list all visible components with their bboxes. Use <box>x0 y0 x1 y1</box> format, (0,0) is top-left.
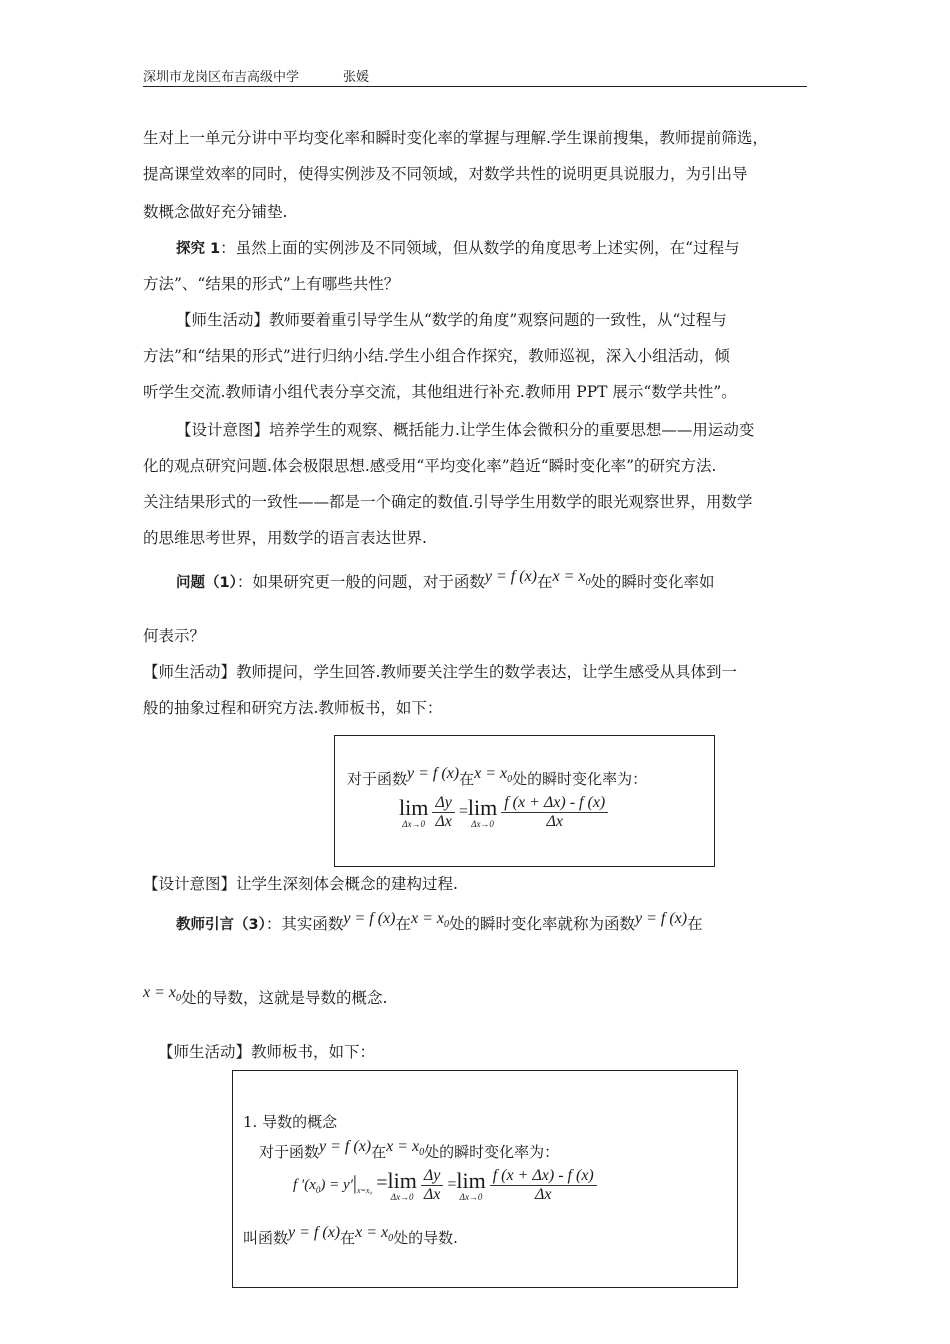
activity-text: 教师板书，如下： <box>251 1043 376 1061</box>
paragraph-line: 何表示？ <box>143 627 206 645</box>
header-author: 张媛 <box>343 70 370 85</box>
fraction-dy-dx: $\frac{\Delta y}{\Delta x}$ <box>421 1167 444 1204</box>
math-y-fx: y = f (x) <box>407 765 460 782</box>
limit-symbol: lim Δx→0 <box>456 1167 486 1202</box>
box2-tail: 处的瞬时变化率为： <box>424 1143 560 1161</box>
explore-1 <box>176 238 740 259</box>
math-x-x0: $x = x_0$ <box>355 1224 394 1245</box>
limit-symbol: lim Δx→0 <box>467 794 498 829</box>
math-y-fx: y = f (x) <box>319 1138 372 1155</box>
explore-text: ：虽然上面的实例涉及不同领域，但从数学的角度思考上述实例，在“过程与 <box>220 239 740 257</box>
fraction-difference: $\frac{f (x + \Delta x) - f (x)}{\Delta x}$ <box>490 1167 597 1204</box>
box1-mid: 在 <box>459 770 475 788</box>
box1-lead: 对于函数 <box>347 770 408 788</box>
question-text: 在 <box>536 573 553 591</box>
limit-symbol: lim Δx→0 <box>387 1167 417 1202</box>
activity-label: 【师生活动】 <box>143 663 237 681</box>
box2-mid: 在 <box>371 1143 387 1161</box>
paragraph-line: 生对上一单元分讲中平均变化率和瞬时变化率的掌握与理解.学生课前搜集，教师提前筛选， <box>143 129 768 147</box>
paragraph-line <box>143 984 388 1015</box>
box2-lead: 对于函数 <box>259 1143 320 1161</box>
paragraph-line <box>158 1042 375 1062</box>
formula-box-1 <box>334 735 715 867</box>
equals-sign: = <box>376 1172 388 1195</box>
intro-text: 处的瞬时变化率就称为函数 <box>448 915 635 933</box>
activity-text: 教师提问，学生回答.教师要关注学生的数学表达，让学生感受从具体到一 <box>236 663 737 681</box>
box2-called: 叫函数 <box>243 1229 289 1247</box>
box1-line <box>347 765 648 791</box>
box2-called-line <box>243 1224 458 1250</box>
explore-label: 探究 1 <box>176 241 221 257</box>
limit-symbol: lim Δx→0 <box>399 794 429 829</box>
paragraph-line: 方法”、“结果的形式”上有哪些共性？ <box>143 275 400 293</box>
box1-tail: 处的瞬时变化率为： <box>512 770 648 788</box>
paragraph-line: 【设计意图】培养学生的观察、概括能力.让学生体会微积分的重要思想——用运动变 <box>176 421 755 439</box>
math-x-x0: $x = x_0$ <box>474 765 513 786</box>
paragraph-line <box>143 662 737 682</box>
fraction-dy-dx: $\frac{\Delta y}{\Delta x}$ <box>432 794 455 831</box>
math-y-fx: y = f (x) <box>484 568 537 585</box>
activity-label: 【师生活动】 <box>158 1043 252 1061</box>
paragraph-line: 提高课堂效率的同时，使得实例涉及不同领域，对数学共性的说明更具说服力，为引出导 <box>143 165 748 183</box>
paragraph-line: 数概念做好充分铺垫. <box>143 203 288 221</box>
box2-called-mid: 在 <box>340 1229 356 1247</box>
paragraph-line: 方法”和“结果的形式”进行归纳小结.学生小组合作探究，教师巡视，深入小组活动，倾 <box>143 347 730 365</box>
box1-formula <box>399 794 608 831</box>
math-x-x0: $x = x_0$ <box>143 984 181 1005</box>
intro-label: 教师引言（3） <box>176 917 266 933</box>
math-x-x0: $x = x_0$ <box>386 1138 425 1159</box>
box2-line <box>259 1138 560 1164</box>
intro-text: 处的导数，这就是导数的概念. <box>181 989 388 1007</box>
paragraph-line: 的思维思考世界，用数学的语言表达世界. <box>143 529 427 547</box>
math-x-x0: $x = x_0$ <box>410 910 449 931</box>
header-school: 深圳市龙岗区布吉高级中学 <box>143 70 300 85</box>
question-text: 处的瞬时变化率如 <box>590 573 715 591</box>
paragraph-line: 【设计意图】让学生深刻体会概念的建构过程. <box>143 875 458 893</box>
page-header <box>143 64 807 87</box>
box2-formula <box>293 1167 597 1204</box>
derivative-lhs: f $'(x_0) = y'|_{x=x_0}$ <box>293 1172 373 1196</box>
intro-text: 在 <box>687 915 703 933</box>
question-text: ：如果研究更一般的问题，对于函数 <box>236 573 485 591</box>
intro-text: 在 <box>395 915 411 933</box>
intro-text: ：其实函数 <box>265 915 344 933</box>
paragraph-line: 【师生活动】教师要着重引导学生从“数学的角度”观察问题的一致性，从“过程与 <box>176 311 727 329</box>
math-x-x0: $x = x_0$ <box>552 568 591 589</box>
box2-called-tail: 处的导数. <box>393 1229 458 1247</box>
formula-box-2 <box>232 1070 738 1288</box>
paragraph-line: 般的抽象过程和研究方法.教师板书，如下： <box>143 699 443 717</box>
teacher-intro <box>176 910 703 941</box>
paragraph-line: 化的观点研究问题.体会极限思想.感受用“平均变化率”趋近“瞬时变化率”的研究方法. <box>143 457 717 475</box>
math-y-fx: y = f (x) <box>288 1224 341 1241</box>
math-y-fx: y = f (x) <box>343 910 396 927</box>
equals-sign: = <box>447 1176 457 1194</box>
fraction-difference: $\frac{f (x + \Delta x) - f (x)}{\Delta x}$ <box>501 794 608 831</box>
math-y-fx: y = f (x) <box>635 910 688 927</box>
paragraph-line: 听学生交流.教师请小组代表分享交流，其他组进行补充.教师用 PPT 展示“数学共性”。 <box>143 383 737 401</box>
question-1 <box>176 568 715 599</box>
box2-title: 1. 导数的概念 <box>243 1113 338 1131</box>
equals-sign: = <box>458 803 468 821</box>
question-label: 问题（1） <box>176 575 237 591</box>
paragraph-line: 关注结果形式的一致性——都是一个确定的数值.引导学生用数学的眼光观察世界，用数学 <box>143 493 753 511</box>
